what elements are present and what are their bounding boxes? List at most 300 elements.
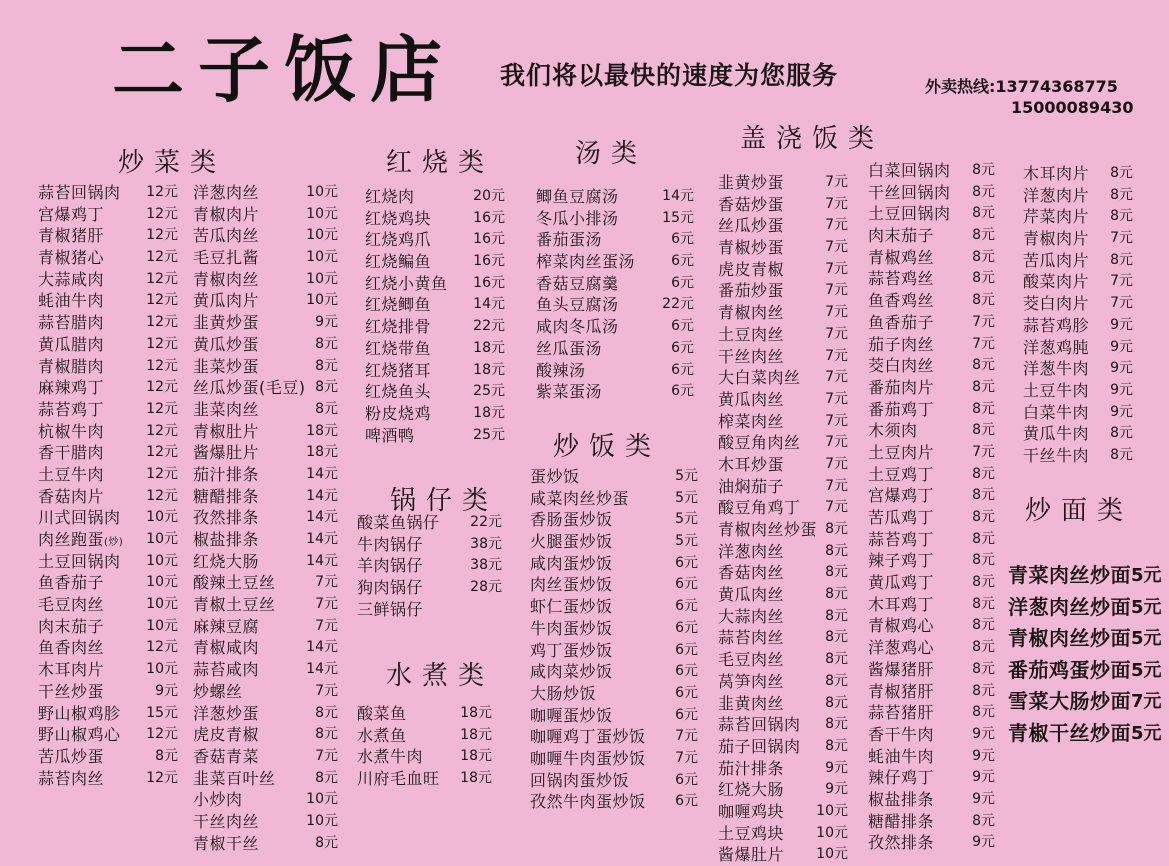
menu-item [868, 702, 995, 724]
item-price: 8元 [315, 769, 338, 786]
item-name: 糖醋排条 [868, 811, 935, 831]
item-price: 7元 [825, 412, 848, 429]
section-title-noodles: 炒面类 [1025, 496, 1134, 526]
item-price: 8元 [825, 694, 848, 711]
hotline-label: 外卖热线: [925, 77, 996, 96]
item-name: 蒜苔鸡丁 [868, 529, 935, 549]
item-name: 青椒猪肝 [868, 681, 935, 701]
menu-item [1023, 315, 1133, 337]
menu-item [718, 454, 848, 476]
item-price: 8元 [972, 487, 995, 504]
menu-item [530, 770, 698, 792]
item-price: 8元 [825, 586, 848, 603]
item-name: 宫爆鸡丁 [868, 486, 935, 506]
item-price: 7元 [825, 369, 848, 386]
item-name: 蒜苔咸肉 [193, 660, 260, 680]
item-price: 10元 [146, 509, 178, 526]
item-name: 麻辣豆腐 [193, 616, 260, 636]
item-price: 8元 [972, 617, 995, 634]
item-name: 土豆肉片 [868, 442, 935, 462]
menu-item [868, 811, 995, 833]
rice-bowl-col3 [1023, 163, 1133, 467]
item-name: 酸豆角鸡丁 [718, 498, 801, 518]
menu-item [536, 229, 694, 251]
hotline [925, 76, 1133, 118]
noodles-list [1008, 560, 1162, 750]
section-title-braised: 红烧类 [386, 148, 495, 178]
item-name: 青椒土豆丝 [193, 595, 276, 615]
item-name: 番茄鸡丁 [868, 399, 935, 419]
item-name: 肉丝蛋炒饭 [530, 575, 613, 595]
item-price: 5元 [675, 511, 698, 528]
item-price: 7元 [825, 282, 848, 299]
slogan: 我们将以最快的速度为您服务 [500, 61, 839, 90]
item-name: 干丝肉丝 [718, 346, 785, 366]
rice-bowl-col2 [868, 160, 995, 854]
item-name: 红烧排骨 [365, 317, 432, 337]
item-name: 孜然排条 [193, 508, 260, 528]
menu-item [38, 594, 178, 616]
menu-item [868, 225, 995, 247]
menu-item [193, 486, 338, 508]
item-price: 5元 [675, 489, 698, 506]
item-price: 9元 [825, 781, 848, 798]
menu-item [718, 432, 848, 454]
menu-item [357, 534, 502, 556]
item-name: 鱼香茄子 [868, 312, 935, 332]
item-name: 榨菜肉丝 [718, 411, 785, 431]
item-price: 18元 [460, 705, 492, 721]
item-name: 韭菜炒蛋 [193, 356, 260, 376]
item-price: 14元 [306, 509, 338, 526]
item-price: 9元 [1110, 338, 1133, 355]
item-price: 8元 [972, 357, 995, 374]
item-price: 18元 [460, 770, 492, 787]
item-price: 12元 [146, 444, 178, 461]
item-price: 7元 [825, 304, 848, 321]
menu-item [193, 681, 338, 703]
shop-name: 二子饭店 [112, 28, 457, 112]
item-name: 虎皮青椒 [193, 725, 260, 745]
item-price: 6元 [675, 771, 698, 788]
item-price: 9元 [972, 747, 995, 764]
menu-item [38, 616, 178, 638]
menu-item [38, 572, 178, 594]
section-title-pot: 锅仔类 [390, 486, 499, 516]
menu-item [193, 182, 338, 204]
menu-item [718, 302, 848, 324]
item-name: 香菇豆腐羹 [536, 273, 619, 293]
item-name: 红烧小黄鱼 [365, 273, 448, 293]
item-name: 韭菜百叶丝 [193, 768, 276, 788]
menu-item [530, 661, 698, 683]
menu-item [868, 724, 995, 746]
item-price: 6元 [671, 339, 694, 356]
item-name: 丝瓜炒蛋(毛豆) [193, 378, 306, 398]
item-price: 8元 [825, 672, 848, 689]
item-price: 8元 [825, 629, 848, 646]
menu-item [530, 596, 698, 618]
item-price: 8元 [972, 183, 995, 200]
menu-item [868, 746, 995, 768]
menu-item [1023, 250, 1133, 272]
section-title-soup: 汤类 [575, 139, 648, 169]
menu-item [365, 381, 505, 403]
item-name: 川府毛血旺 [357, 769, 440, 789]
menu-item [38, 464, 178, 486]
menu-item [530, 705, 698, 727]
item-name: 小炒肉 [193, 790, 243, 810]
item-name: 土豆牛肉 [38, 464, 105, 484]
item-name: 鱼头豆腐汤 [536, 295, 619, 315]
item-name: 咸肉蛋炒饭 [530, 553, 613, 573]
item-price: 12元 [146, 487, 178, 504]
item-price: 12元 [146, 422, 178, 439]
item-name: 虎皮青椒 [718, 259, 785, 279]
menu-item [38, 399, 178, 421]
item-name: 丝瓜蛋汤 [536, 338, 603, 358]
item-name: 青椒肉片 [193, 204, 260, 224]
menu-item [38, 724, 178, 746]
menu-item [38, 312, 178, 334]
item-name: 椒盐排条 [193, 530, 260, 549]
item-name: 土豆鸡丁 [868, 464, 935, 484]
item-name: 土豆回锅肉 [868, 204, 951, 224]
menu-item [357, 768, 492, 790]
item-price: 12元 [146, 249, 178, 266]
item-name: 酸菜鱼锅仔 [357, 513, 440, 532]
item-name: 土豆鸡块 [718, 823, 785, 843]
item-name: 黄瓜腊肉 [38, 334, 105, 354]
item-price: 10元 [306, 184, 338, 200]
menu-item [530, 509, 698, 531]
item-name: 香肠蛋炒饭 [530, 510, 613, 530]
item-name: 毛豆肉丝 [718, 650, 785, 670]
item-name: 韭黄炒蛋 [718, 173, 785, 192]
item-name: 酱爆肚片 [193, 443, 260, 463]
item-price: 6元 [671, 231, 694, 248]
item-name: 茭白肉片 [1023, 294, 1090, 314]
item-name: 黄瓜肉片 [193, 291, 260, 311]
item-price: 16元 [473, 274, 505, 291]
menu-item [193, 334, 338, 356]
item-price: 9元 [155, 682, 178, 699]
menu-item [38, 529, 178, 551]
menu-item [38, 182, 178, 204]
item-price: 8元 [825, 564, 848, 581]
item-name: 青菜肉丝炒面 [1008, 563, 1131, 587]
menu-item [536, 381, 694, 403]
menu-item [1023, 185, 1133, 207]
item-name: 蒜苔鸡丝 [868, 269, 935, 289]
menu-item [1023, 402, 1133, 424]
item-price: 38元 [470, 535, 502, 552]
item-price: 14元 [473, 296, 505, 313]
item-price: 38元 [470, 557, 502, 574]
braised-list [365, 186, 505, 446]
item-name: 大蒜咸肉 [38, 269, 105, 289]
item-price: 12元 [146, 400, 178, 417]
item-price: 9元 [972, 769, 995, 786]
menu-item [38, 247, 178, 269]
item-name: 宫爆鸡丁 [38, 204, 105, 224]
item-price: 8元 [972, 270, 995, 287]
item-name: 番茄肉片 [868, 377, 935, 397]
item-price: 10元 [306, 227, 338, 244]
item-price: 9元 [825, 759, 848, 776]
menu-item [193, 616, 338, 638]
item-price: 16元 [473, 231, 505, 248]
item-price: 10元 [306, 270, 338, 287]
item-price: 8元 [972, 465, 995, 482]
menu-item [718, 476, 848, 498]
item-name: 茄汁排条 [193, 464, 260, 484]
menu-item [193, 377, 338, 399]
item-price: 8元 [825, 651, 848, 668]
item-price: 5元 [1131, 596, 1162, 618]
menu-item [193, 768, 338, 790]
item-name: 蛋炒饭 [530, 467, 580, 486]
menu-item [718, 693, 848, 715]
menu-item [868, 572, 995, 594]
item-price: 8元 [825, 737, 848, 754]
item-price: 14元 [306, 639, 338, 656]
item-name: 鲫鱼豆腐汤 [536, 187, 619, 206]
stir-fry-col1 [38, 182, 178, 789]
item-name: 木耳炒蛋 [718, 454, 785, 474]
menu-item [193, 659, 338, 681]
menu-item [357, 725, 492, 747]
item-name: 青椒肉丝炒面 [1008, 626, 1131, 651]
item-name: 蒜苔肉丝 [38, 768, 105, 788]
menu-item [536, 294, 694, 316]
item-name: 青椒肉丝 [718, 303, 785, 323]
menu-item [193, 399, 338, 421]
item-name: 咸肉冬瓜汤 [536, 317, 619, 337]
item-name: 香菇炒蛋 [718, 194, 785, 214]
item-name: 青椒腊肉 [38, 356, 105, 376]
item-price: 8元 [1110, 165, 1133, 181]
item-name: 干丝回锅肉 [868, 182, 951, 202]
item-price: 9元 [1110, 360, 1133, 377]
menu-item [38, 486, 178, 508]
item-price: 12元 [146, 227, 178, 244]
menu-item [868, 182, 995, 204]
item-price: 8元 [972, 639, 995, 656]
item-name: 干丝炒蛋 [38, 681, 105, 701]
item-price: 22元 [470, 514, 502, 530]
item-price: 7元 [1110, 273, 1133, 290]
menu-item [365, 338, 505, 360]
item-name: 番茄炒蛋 [718, 281, 785, 301]
menu-item [38, 768, 178, 790]
menu-item [530, 640, 698, 662]
menu-item [868, 550, 995, 572]
item-price: 8元 [972, 530, 995, 547]
item-price: 5元 [675, 468, 698, 484]
menu-item [193, 442, 338, 464]
menu-item [718, 194, 848, 216]
menu-item [38, 334, 178, 356]
item-price: 10元 [816, 824, 848, 841]
menu-item [38, 681, 178, 703]
menu-item [868, 659, 995, 681]
item-price: 8元 [825, 521, 848, 537]
item-price: 7元 [315, 596, 338, 613]
item-name: 香干腊肉 [38, 443, 105, 463]
menu-item [1023, 206, 1133, 228]
item-name: 咖喱牛肉蛋炒饭 [530, 748, 646, 768]
menu-item [718, 389, 848, 411]
item-name: 鱼香肉丝 [38, 638, 105, 658]
item-price: 15元 [662, 209, 694, 226]
menu-item [718, 779, 848, 801]
item-name: 青椒肚片 [193, 421, 260, 441]
menu-item [193, 551, 338, 573]
item-price: 12元 [146, 292, 178, 309]
item-price: 8元 [972, 292, 995, 309]
menu-item [536, 338, 694, 360]
menu-item [357, 512, 502, 534]
item-name: 川式回锅肉 [38, 508, 121, 528]
section-title-boiled: 水煮类 [386, 661, 495, 691]
item-name: 虾仁蛋炒饭 [530, 597, 613, 617]
item-price: 8元 [972, 422, 995, 439]
boiled-list [357, 703, 492, 790]
item-name: 野山椒鸡胗 [38, 703, 121, 723]
item-name: 青椒猪肝 [38, 226, 105, 246]
menu-item [530, 683, 698, 705]
item-name: 酱爆猪肝 [868, 659, 935, 679]
menu-item [193, 637, 338, 659]
menu-item [38, 225, 178, 247]
item-name: 苦瓜肉丝 [193, 226, 260, 246]
item-price: 5元 [1131, 659, 1162, 681]
item-price: 8元 [315, 379, 338, 396]
item-price: 7元 [315, 747, 338, 764]
rice-bowl-col1 [718, 172, 848, 866]
item-price: 8元 [1110, 186, 1133, 203]
item-name: 韭菜肉丝 [193, 399, 260, 419]
item-name: 木须肉 [868, 421, 918, 441]
item-price: 8元 [972, 552, 995, 569]
item-price: 18元 [460, 726, 492, 743]
menu-item [38, 204, 178, 226]
item-price: 10元 [306, 249, 338, 266]
menu-item [718, 215, 848, 237]
item-name: 木耳鸡丁 [868, 594, 935, 614]
item-name: 辣子鸡丁 [868, 551, 935, 571]
menu-item [38, 507, 178, 529]
item-name: 蒜苔回锅肉 [718, 715, 801, 735]
item-price: 8元 [972, 400, 995, 417]
menu-item [38, 442, 178, 464]
item-name: 白菜回锅肉 [868, 161, 951, 180]
phone-number-2: 15000089430 [1011, 98, 1134, 117]
item-name: 咖喱鸡块 [718, 801, 785, 821]
menu-item [718, 541, 848, 563]
item-name: 回锅肉蛋炒饭 [530, 770, 630, 790]
item-name: 酸豆角肉丝 [718, 433, 801, 453]
menu-item [868, 637, 995, 659]
item-price: 8元 [972, 682, 995, 699]
item-name: 狗肉锅仔 [357, 578, 424, 598]
item-name: 咖喱鸡丁蛋炒饭 [530, 727, 646, 747]
item-name: 莴笋肉丝 [718, 671, 785, 691]
item-name: 洋葱肉片 [1023, 185, 1090, 205]
item-name: 麻辣鸡丁 [38, 378, 105, 398]
item-price: 8元 [315, 834, 338, 851]
menu-item [868, 464, 995, 486]
menu-item [530, 618, 698, 640]
item-name: 芹菜肉片 [1023, 207, 1090, 227]
item-price: 10元 [306, 205, 338, 222]
item-name: 黄瓜鸡丁 [868, 573, 935, 593]
menu-item [193, 269, 338, 291]
item-name: 土豆肉丝 [718, 324, 785, 344]
item-name: 茭白肉丝 [868, 356, 935, 376]
menu-item [193, 811, 338, 833]
item-name: 肉末茄子 [38, 616, 105, 636]
item-price: 7元 [825, 174, 848, 190]
menu-item [193, 464, 338, 486]
item-price: 7元 [825, 477, 848, 494]
item-name: 咖喱蛋炒饭 [530, 705, 613, 725]
menu-item [38, 421, 178, 443]
item-price: 6元 [675, 554, 698, 571]
item-price: 18元 [473, 361, 505, 378]
menu-item [1023, 163, 1133, 185]
item-price: 8元 [972, 378, 995, 395]
item-price: 10元 [146, 661, 178, 678]
item-price: 25元 [473, 383, 505, 400]
item-price: 20元 [473, 188, 505, 204]
item-name: 红烧大肠 [718, 780, 785, 800]
menu-item [718, 736, 848, 758]
item-price: 6元 [671, 361, 694, 378]
menu-item [868, 355, 995, 377]
item-price: 5元 [1131, 722, 1162, 744]
menu-item [530, 488, 698, 510]
menu-item [193, 529, 338, 551]
menu-item [530, 466, 698, 488]
menu-item [365, 425, 505, 447]
item-price: 18元 [473, 404, 505, 421]
item-price: 7元 [315, 682, 338, 699]
menu-item [718, 172, 848, 194]
item-name: 牛肉锅仔 [357, 534, 424, 554]
menu-item [365, 273, 505, 295]
menu-item [718, 367, 848, 389]
item-name: 火腿蛋炒饭 [530, 532, 613, 552]
item-name: 韭黄炒蛋 [193, 313, 260, 333]
item-name: 水煮鱼 [357, 725, 407, 745]
item-name: 酸辣土豆丝 [193, 573, 276, 593]
item-price: 10元 [146, 617, 178, 634]
item-price: 8元 [1110, 425, 1133, 442]
menu-item [718, 584, 848, 606]
menu-item [38, 356, 178, 378]
item-price: 7元 [825, 455, 848, 472]
menu-item [365, 251, 505, 273]
item-price: 9元 [1110, 381, 1133, 398]
item-price: 10元 [146, 531, 178, 547]
item-name: 洋葱鸡心 [868, 638, 935, 658]
item-name: 青椒猪心 [38, 248, 105, 268]
item-name: 啤酒鸭 [365, 425, 415, 445]
item-price: 7元 [972, 443, 995, 460]
menu-item [718, 801, 848, 823]
